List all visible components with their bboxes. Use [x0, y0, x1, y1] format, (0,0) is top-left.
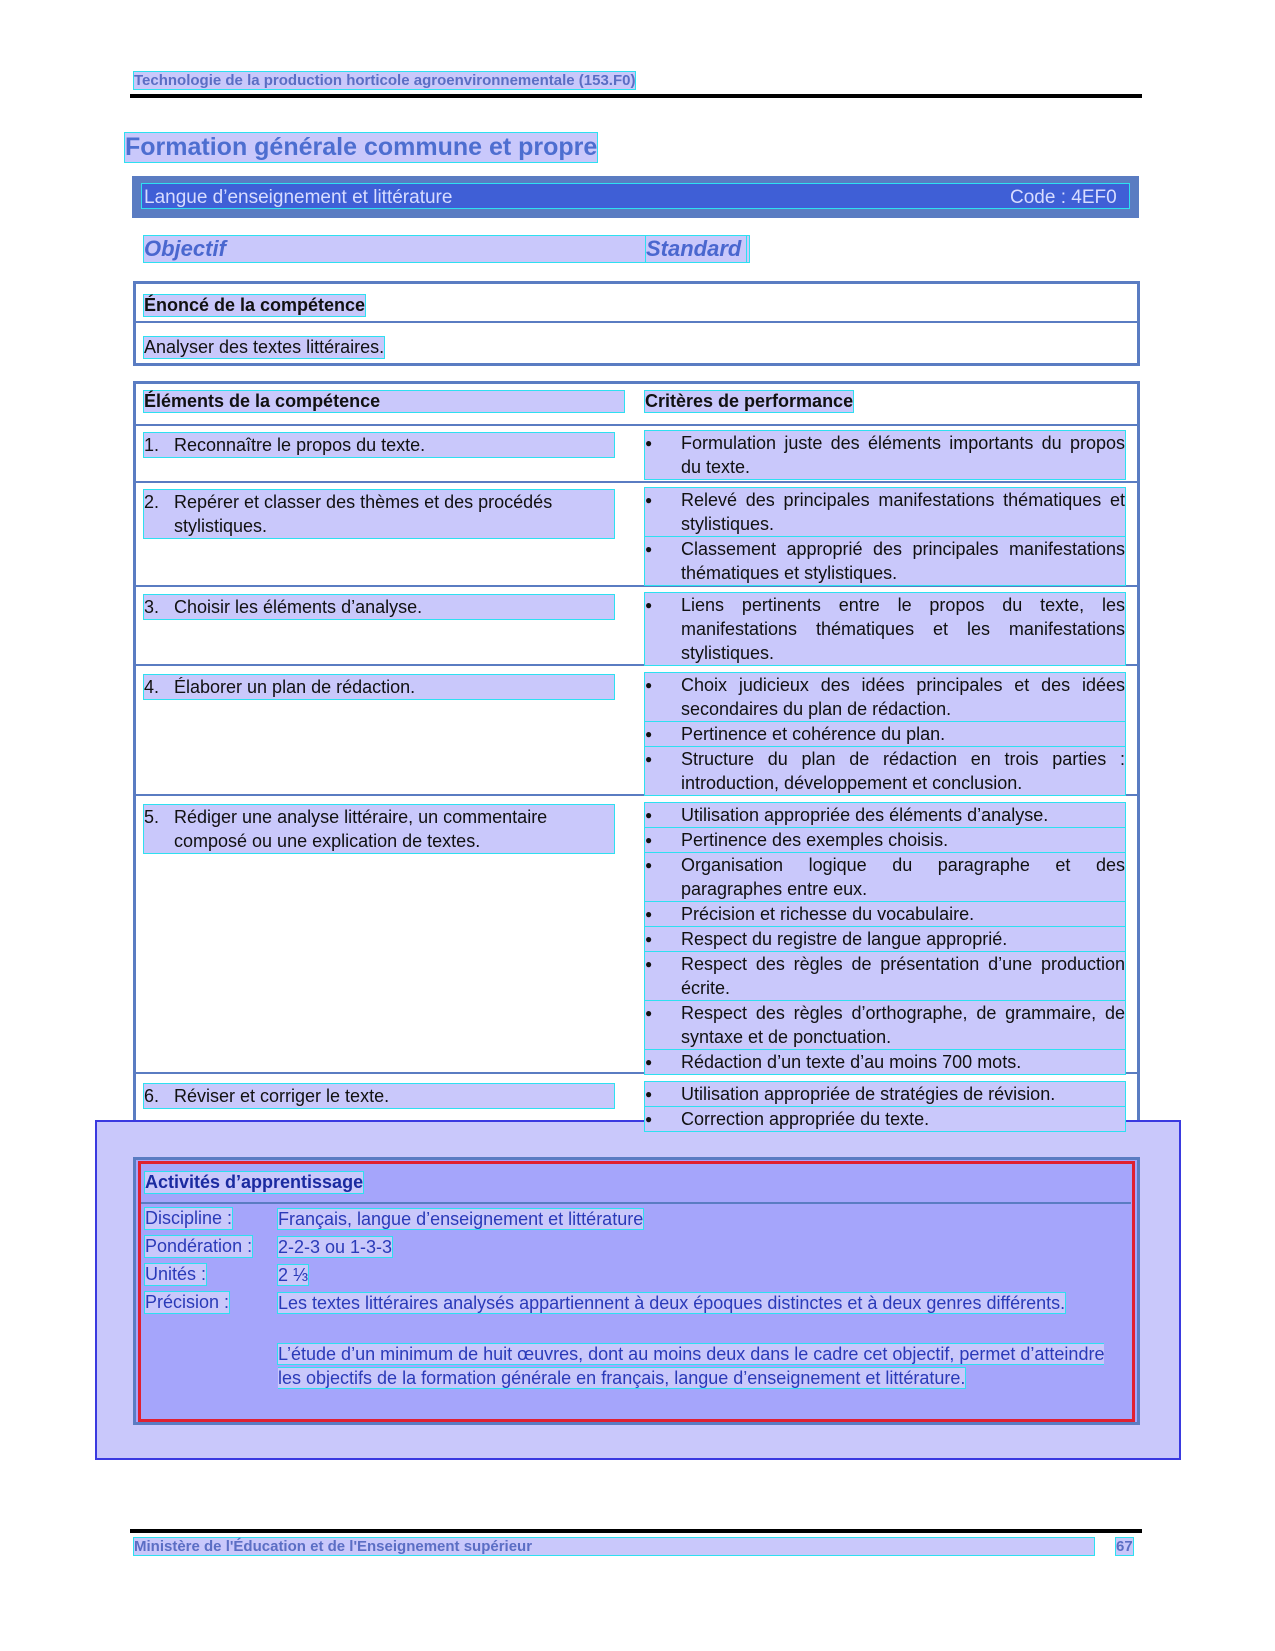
- enonce-heading: Énoncé de la compétence: [144, 295, 366, 315]
- bullet-icon: ●: [645, 808, 653, 822]
- course-code: Code : 4EF0: [1010, 187, 1117, 208]
- criteria-heading: Critères de performance: [645, 391, 854, 411]
- element-text: Repérer et classer des thèmes et des procédés stylistiques.: [174, 492, 553, 536]
- criterion: [645, 952, 1125, 1000]
- bullet-icon: ●: [645, 678, 653, 692]
- table-row: [144, 675, 614, 699]
- criterion: [645, 431, 1125, 479]
- precision-text-2: L’étude d’un minimum de huit œuvres, dont au moins deux dans le cadre cet objectif, permet d’atteindre les objectifs de la formation générale en français, langue d’enseignement et littérature.: [278, 1344, 1105, 1388]
- criterion: [645, 488, 1125, 536]
- footer-rule: [130, 1529, 1142, 1533]
- element-number: 4.: [144, 677, 160, 697]
- table-row: [144, 805, 614, 853]
- criterion-text: Pertinence des exemples choisis.: [681, 830, 949, 850]
- criterion-text: Structure du plan de rédaction en trois parties : introduction, développement et conclusion.: [681, 749, 1125, 793]
- element-number: 1.: [144, 435, 160, 455]
- criterion: [645, 902, 1125, 926]
- elements-heading: Éléments de la compétence: [144, 391, 624, 412]
- standard-label: Standard: [646, 236, 746, 262]
- bullet-icon: ●: [645, 727, 653, 741]
- unites-label: Unités :: [145, 1264, 207, 1284]
- table-row: [144, 1084, 614, 1108]
- criterion-text: Utilisation appropriée de stratégies de révision.: [681, 1084, 1056, 1104]
- criterion-text: Respect des règles d’orthographe, de grammaire, de syntaxe et de ponctuation.: [681, 1003, 1125, 1047]
- element-text: Reconnaître le propos du texte.: [174, 435, 426, 455]
- footer-ministry: Ministère de l'Éducation et de l'Enseignement supérieur: [134, 1538, 1094, 1555]
- precision-label: Précision :: [145, 1292, 230, 1312]
- criterion: [645, 853, 1125, 901]
- bullet-icon: ●: [645, 833, 653, 847]
- element-number: 2.: [144, 492, 160, 512]
- criterion-text: Organisation logique du paragraphe et des paragraphes entre eux.: [681, 855, 1125, 899]
- ponderation-label: Pondération :: [145, 1236, 253, 1256]
- criterion-text: Formulation juste des éléments importants du propos du texte.: [681, 433, 1125, 477]
- criterion-text: Classement approprié des principales manifestations thématiques et stylistiques.: [681, 539, 1125, 583]
- criterion: [645, 803, 1125, 827]
- criterion-text: Relevé des principales manifestations thématiques et stylistiques.: [681, 490, 1125, 534]
- element-number: 6.: [144, 1086, 160, 1106]
- activities-divider: [141, 1202, 1131, 1204]
- criterion: [645, 1082, 1125, 1106]
- criterion: [645, 593, 1125, 665]
- criterion-text: Choix judicieux des idées principales et des idées secondaires du plan de rédaction.: [681, 675, 1125, 719]
- bullet-icon: ●: [645, 1087, 653, 1101]
- criterion: [645, 1107, 1125, 1131]
- enonce-text: Analyser des textes littéraires.: [144, 337, 385, 357]
- table-row: [144, 490, 614, 538]
- bullet-icon: ●: [645, 1006, 653, 1020]
- bullet-icon: ●: [645, 957, 653, 971]
- criterion-text: Précision et richesse du vocabulaire.: [681, 904, 975, 924]
- element-number: 3.: [144, 597, 160, 617]
- precision-text-1: Les textes littéraires analysés appartiennent à deux époques distinctes et à deux genres différents.: [278, 1293, 1066, 1313]
- criterion: [645, 537, 1125, 585]
- criterion: [645, 673, 1125, 721]
- criterion-text: Rédaction d’un texte d’au moins 700 mots.: [681, 1052, 1022, 1072]
- activities-heading: Activités d’apprentissage: [145, 1172, 364, 1192]
- bullet-icon: ●: [645, 598, 653, 612]
- table-divider: [133, 424, 1140, 426]
- criterion: [645, 1001, 1125, 1049]
- discipline-label: Discipline :: [145, 1208, 233, 1228]
- section-title: Formation générale commune et propre: [125, 133, 598, 161]
- running-header: Technologie de la production horticole agroenvironnementale (153.F0): [134, 72, 636, 89]
- criterion: [645, 747, 1125, 795]
- bullet-icon: ●: [645, 932, 653, 946]
- bullet-icon: ●: [645, 542, 653, 556]
- bullet-icon: ●: [645, 436, 653, 450]
- criterion: [645, 927, 1125, 951]
- bullet-icon: ●: [645, 907, 653, 921]
- page-number: 67: [1116, 1538, 1133, 1555]
- unites-value: 2 ⅓: [278, 1265, 309, 1285]
- enonce-divider: [133, 321, 1140, 323]
- element-number: 5.: [144, 807, 160, 827]
- criterion-text: Utilisation appropriée des éléments d’analyse.: [681, 805, 1049, 825]
- table-row: [144, 595, 614, 619]
- criterion: [645, 1050, 1125, 1074]
- criterion-text: Pertinence et cohérence du plan.: [681, 724, 946, 744]
- criterion-text: Respect des règles de présentation d’une production écrite.: [681, 954, 1125, 998]
- course-name: Langue d’enseignement et littérature: [144, 187, 453, 208]
- criterion-text: Respect du registre de langue approprié.: [681, 929, 1008, 949]
- criterion: [645, 722, 1125, 746]
- table-divider: [133, 481, 1140, 483]
- bullet-icon: ●: [645, 1112, 653, 1126]
- element-text: Rédiger une analyse littéraire, un commentaire composé ou une explication de textes.: [174, 807, 548, 851]
- criterion: [645, 828, 1125, 852]
- element-text: Élaborer un plan de rédaction.: [174, 677, 416, 697]
- criterion-text: Correction appropriée du texte.: [681, 1109, 930, 1129]
- header-rule: [130, 94, 1142, 98]
- bullet-icon: ●: [645, 1055, 653, 1069]
- ponderation-value: 2-2-3 ou 1-3-3: [278, 1237, 393, 1257]
- table-divider: [133, 585, 1140, 587]
- bullet-icon: ●: [645, 858, 653, 872]
- bullet-icon: ●: [645, 493, 653, 507]
- element-text: Choisir les éléments d’analyse.: [174, 597, 423, 617]
- element-text: Réviser et corriger le texte.: [174, 1086, 390, 1106]
- objectif-label: Objectif: [144, 236, 749, 262]
- table-row: [144, 433, 614, 457]
- bullet-icon: ●: [645, 752, 653, 766]
- criterion-text: Liens pertinents entre le propos du texte, les manifestations thématiques et les manifestations stylistiques.: [681, 595, 1125, 663]
- discipline-value: Français, langue d’enseignement et littérature: [278, 1209, 644, 1229]
